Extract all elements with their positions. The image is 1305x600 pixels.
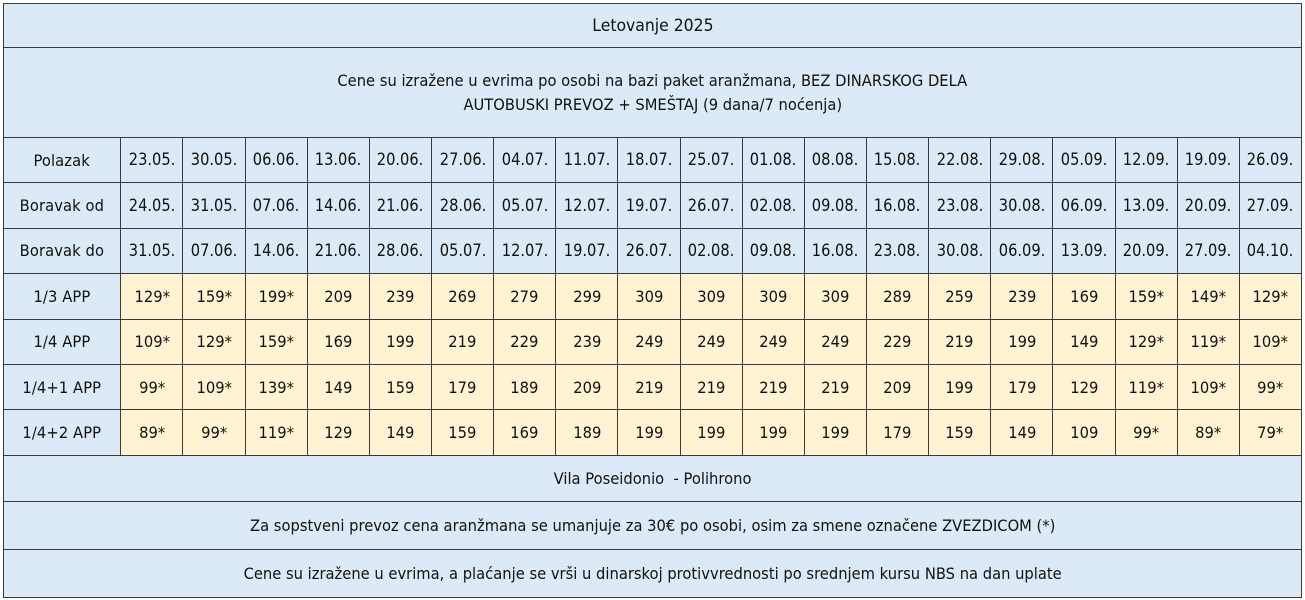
date-cell: 02.08. <box>742 183 804 228</box>
price-cell: 149 <box>1053 319 1115 364</box>
intro-line-2: AUTOBUSKI PREVOZ + SMEŠTAJ (9 dana/7 noćenja) <box>463 94 842 114</box>
price-cell: 219 <box>804 364 866 409</box>
row-stay-from <box>4 183 1302 228</box>
date-cell: 24.05. <box>121 183 183 228</box>
date-cell: 14.06. <box>245 228 307 273</box>
table-title: Letovanje 2025 <box>4 4 1302 48</box>
price-cell: 99* <box>1115 410 1177 455</box>
date-cell: 20.06. <box>369 138 431 183</box>
date-cell: 30.08. <box>929 228 991 273</box>
property-name: Vila Poseidonio - Polihrono <box>4 455 1302 501</box>
date-cell: 20.09. <box>1115 228 1177 273</box>
price-cell: 169 <box>494 410 556 455</box>
date-cell: 05.09. <box>1053 138 1115 183</box>
price-cell: 159 <box>369 364 431 409</box>
date-cell: 12.07. <box>556 183 618 228</box>
date-cell: 23.08. <box>866 228 928 273</box>
date-cell: 14.06. <box>307 183 369 228</box>
price-cell: 309 <box>742 274 804 319</box>
date-cell: 27.09. <box>1177 228 1239 273</box>
date-cell: 04.10. <box>1239 228 1301 273</box>
date-cell: 21.06. <box>369 183 431 228</box>
date-cell: 31.05. <box>121 228 183 273</box>
date-cell: 07.06. <box>245 183 307 228</box>
date-cell: 30.05. <box>183 138 245 183</box>
date-cell: 09.08. <box>804 183 866 228</box>
price-cell: 129 <box>307 410 369 455</box>
date-cell: 07.06. <box>183 228 245 273</box>
price-cell: 309 <box>618 274 680 319</box>
date-cell: 08.08. <box>804 138 866 183</box>
date-cell: 05.07. <box>494 183 556 228</box>
date-cell: 02.08. <box>680 228 742 273</box>
date-cell: 15.08. <box>866 138 928 183</box>
date-cell: 25.07. <box>680 138 742 183</box>
price-cell: 189 <box>556 410 618 455</box>
row-label: 1/4 APP <box>4 319 121 364</box>
date-cell: 19.07. <box>556 228 618 273</box>
date-cell: 05.07. <box>431 228 493 273</box>
price-cell: 179 <box>431 364 493 409</box>
price-cell: 219 <box>618 364 680 409</box>
price-cell: 239 <box>556 319 618 364</box>
price-cell: 159* <box>1115 274 1177 319</box>
price-cell: 89* <box>1177 410 1239 455</box>
price-cell: 169 <box>307 319 369 364</box>
price-cell: 109* <box>1177 364 1239 409</box>
price-cell: 129* <box>121 274 183 319</box>
date-cell: 28.06. <box>431 183 493 228</box>
price-cell: 159 <box>431 410 493 455</box>
price-cell: 249 <box>804 319 866 364</box>
date-cell: 01.08. <box>742 138 804 183</box>
price-cell: 229 <box>494 319 556 364</box>
price-cell: 219 <box>742 364 804 409</box>
price-cell: 309 <box>804 274 866 319</box>
payment-note: Cene su izražene u evrima, a plaćanje se vrši u dinarskoj protivvrednosti po srednjem kursu NBS na dan uplate <box>4 549 1302 597</box>
price-cell: 109* <box>1239 319 1301 364</box>
price-cell: 189 <box>494 364 556 409</box>
price-cell: 279 <box>494 274 556 319</box>
date-cell: 19.09. <box>1177 138 1239 183</box>
row-label: Polazak <box>4 138 121 183</box>
price-cell: 199 <box>618 410 680 455</box>
price-cell: 309 <box>680 274 742 319</box>
date-cell: 11.07. <box>556 138 618 183</box>
row-label: 1/4+2 APP <box>4 410 121 455</box>
row-label: 1/4+1 APP <box>4 364 121 409</box>
row-app-1-4 <box>4 319 1302 364</box>
price-cell: 209 <box>556 364 618 409</box>
row-label: Boravak do <box>4 228 121 273</box>
price-cell: 199 <box>742 410 804 455</box>
intro-line-1: Cene su izražene u evrima po osobi na bazi paket aranžmana, BEZ DINARSKOG DELA <box>337 70 968 90</box>
date-cell: 23.05. <box>121 138 183 183</box>
date-cell: 16.08. <box>804 228 866 273</box>
date-cell: 26.09. <box>1239 138 1301 183</box>
price-cell: 129 <box>1053 364 1115 409</box>
price-cell: 249 <box>618 319 680 364</box>
price-cell: 199 <box>680 410 742 455</box>
price-cell: 159* <box>245 319 307 364</box>
date-cell: 27.06. <box>431 138 493 183</box>
date-cell: 22.08. <box>929 138 991 183</box>
price-cell: 229 <box>866 319 928 364</box>
date-cell: 04.07. <box>494 138 556 183</box>
price-cell: 149 <box>307 364 369 409</box>
date-cell: 28.06. <box>369 228 431 273</box>
date-cell: 18.07. <box>618 138 680 183</box>
price-cell: 129* <box>1115 319 1177 364</box>
date-cell: 31.05. <box>183 183 245 228</box>
price-cell: 159 <box>929 410 991 455</box>
price-cell: 119* <box>245 410 307 455</box>
row-label: 1/3 APP <box>4 274 121 319</box>
price-table <box>3 3 1302 598</box>
price-cell: 219 <box>431 319 493 364</box>
price-cell: 99* <box>183 410 245 455</box>
row-stay-to <box>4 228 1302 273</box>
price-cell: 209 <box>307 274 369 319</box>
row-app-1-3 <box>4 274 1302 319</box>
price-cell: 219 <box>929 319 991 364</box>
date-cell: 06.06. <box>245 138 307 183</box>
date-cell: 23.08. <box>929 183 991 228</box>
price-cell: 199* <box>245 274 307 319</box>
price-cell: 169 <box>1053 274 1115 319</box>
price-cell: 149 <box>991 410 1053 455</box>
price-cell: 209 <box>866 364 928 409</box>
price-cell: 199 <box>929 364 991 409</box>
date-cell: 13.09. <box>1053 228 1115 273</box>
price-cell: 299 <box>556 274 618 319</box>
price-cell: 249 <box>742 319 804 364</box>
date-cell: 26.07. <box>618 228 680 273</box>
price-cell: 89* <box>121 410 183 455</box>
price-cell: 139* <box>245 364 307 409</box>
price-cell: 149 <box>369 410 431 455</box>
price-cell: 159* <box>183 274 245 319</box>
price-cell: 269 <box>431 274 493 319</box>
date-cell: 29.08. <box>991 138 1053 183</box>
row-label: Boravak od <box>4 183 121 228</box>
price-cell: 149* <box>1177 274 1239 319</box>
price-cell: 219 <box>680 364 742 409</box>
date-cell: 19.07. <box>618 183 680 228</box>
price-cell: 289 <box>866 274 928 319</box>
date-cell: 16.08. <box>866 183 928 228</box>
price-cell: 119* <box>1177 319 1239 364</box>
date-cell: 27.09. <box>1239 183 1301 228</box>
price-cell: 109 <box>1053 410 1115 455</box>
date-cell: 13.06. <box>307 138 369 183</box>
row-app-1-4-plus-2 <box>4 410 1302 455</box>
date-cell: 09.08. <box>742 228 804 273</box>
price-cell: 99* <box>121 364 183 409</box>
price-cell: 79* <box>1239 410 1301 455</box>
transport-note: Za sopstveni prevoz cena aranžmana se umanjuje za 30€ po osobi, osim za smene označene ZVEZDICOM (*) <box>4 501 1302 549</box>
date-cell: 20.09. <box>1177 183 1239 228</box>
price-cell: 109* <box>121 319 183 364</box>
date-cell: 06.09. <box>1053 183 1115 228</box>
price-cell: 199 <box>804 410 866 455</box>
price-cell: 129* <box>183 319 245 364</box>
price-cell: 99* <box>1239 364 1301 409</box>
date-cell: 26.07. <box>680 183 742 228</box>
row-departure <box>4 138 1302 183</box>
price-cell: 199 <box>991 319 1053 364</box>
price-cell: 199 <box>369 319 431 364</box>
price-cell: 239 <box>369 274 431 319</box>
date-cell: 21.06. <box>307 228 369 273</box>
date-cell: 30.08. <box>991 183 1053 228</box>
price-cell: 239 <box>991 274 1053 319</box>
price-cell: 179 <box>866 410 928 455</box>
price-cell: 179 <box>991 364 1053 409</box>
date-cell: 06.09. <box>991 228 1053 273</box>
date-cell: 12.07. <box>494 228 556 273</box>
price-cell: 249 <box>680 319 742 364</box>
price-cell: 259 <box>929 274 991 319</box>
date-cell: 13.09. <box>1115 183 1177 228</box>
price-cell: 119* <box>1115 364 1177 409</box>
price-cell: 109* <box>183 364 245 409</box>
row-app-1-4-plus-1 <box>4 364 1302 409</box>
date-cell: 12.09. <box>1115 138 1177 183</box>
price-cell: 129* <box>1239 274 1301 319</box>
intro-text <box>4 48 1302 138</box>
